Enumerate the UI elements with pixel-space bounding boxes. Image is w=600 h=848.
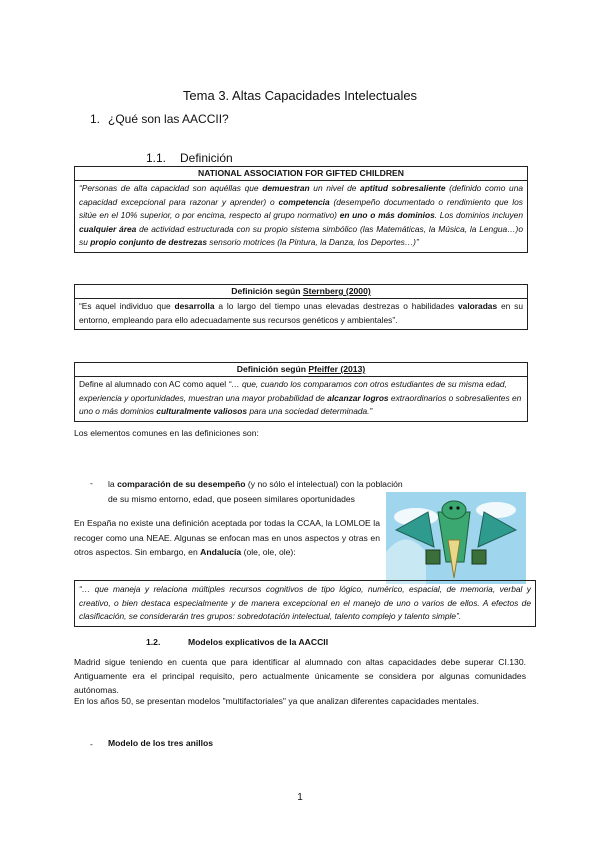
text: (ole, ole, ole): [241, 547, 296, 557]
bold-text: propio conjunto de destrezas [90, 237, 207, 248]
definition-box-pfeiffer [74, 362, 528, 422]
bold-text: cualquier área [79, 223, 137, 234]
dragon-image [386, 492, 526, 584]
spain-paragraph [74, 516, 380, 560]
section-title: ¿Qué son las AACCII? [108, 112, 229, 126]
box-heading: NATIONAL ASSOCIATION FOR GIFTED CHILDREN [75, 167, 527, 181]
citation-link[interactable]: Pfeiffer (2013) [308, 364, 366, 374]
box-body [75, 299, 527, 329]
page-number: 1 [297, 792, 303, 803]
box-body [75, 377, 527, 421]
heading-text: Definición según [236, 364, 309, 374]
bullet-dash: - [90, 478, 93, 488]
box-heading [75, 363, 527, 377]
years-paragraph: En los años 50, se presentan modelos "multifactoriales" ya que analizan diferentes capacidades mentales. [74, 696, 479, 706]
text: En España no existe una definición aceptada por todas la CCAA, la LOMLOE la recoger como una NEAE. Algunas se enfocan mas en unos aspectos y otras en otros aspectos. Sin embargo, en [74, 518, 380, 557]
subsection-number: 1.2. [146, 637, 161, 647]
common-elements-intro: Los elementos comunes en las definiciones son: [74, 428, 259, 438]
italic-text: para una sociedad determinada.” [247, 406, 373, 417]
section-number: 1. [90, 112, 101, 126]
bold-text: competencia [278, 196, 330, 207]
text: en su entorno, empleando para ello adecuadamente sus recursos genéticos y ambientales”. [79, 301, 523, 325]
box-body [75, 181, 527, 252]
text: (desempeño documentado o rendimiento que los sitúe en el 10% superior, o por encima, respecto al grupo normativo) [79, 196, 523, 221]
bold-text: Andalucía [200, 547, 242, 557]
bold-italic-text: alcanzar logros [327, 392, 389, 403]
definition-box-nagc [74, 166, 528, 253]
italic-text: “… que, cuando los comparamos con otros estudiantes de su misma edad, experiencia y oportunidades, muestran una mayor probabilidad de [79, 379, 507, 403]
text: de actividad estructurada con su propio sistema simbólico (las Matemáticas, la Música, la Lengua…)o su [79, 223, 523, 248]
bold-text: comparación de su desempeño [117, 479, 246, 489]
bullet-item-comparison [108, 477, 408, 507]
text: . Los dominios incluyen [434, 210, 523, 221]
subsection-heading-1-2 [146, 637, 328, 647]
text: un nivel de [309, 183, 361, 193]
text: la [108, 479, 118, 489]
italic-text: extraordinarios o sobresalientes en uno o más dominios [79, 392, 522, 417]
subsection-title: Modelos explicativos de la AACCII [188, 637, 329, 647]
bold-text: desarrolla [174, 301, 215, 311]
bold-text: en uno o más dominios [339, 210, 435, 221]
dragon-illustration [386, 492, 526, 584]
bold-text: valoradas [458, 301, 498, 311]
madrid-paragraph: Madrid sigue teniendo en cuenta que para identificar al alumnado con altas capacidades debe superar CI.130. Antiguamente era el principal requisito, pero actualmente únicamente se considera por algunas comunidades autónomas. [74, 657, 526, 695]
text: sensorio motrices (la Pintura, la Danza, los Deportes…)” [206, 237, 419, 248]
heading-text: Definición según [231, 286, 303, 296]
text: “Es aquel individuo que [79, 301, 175, 311]
bullet-item-three-rings: Modelo de los tres anillos [108, 738, 214, 748]
subsection-title: Definición [180, 151, 233, 165]
document-title: Tema 3. Altas Capacidades Intelectuales [182, 88, 418, 103]
section-heading-1 [90, 112, 229, 126]
andalucia-quote-box: “… que maneja y relaciona múltiples recursos cognitivos de tipo lógico, numérico, espacial, de memoria, verbal y creativo, o bien destaca especialmente y de manera excepcional en el manejo de uno o varios de ellos. A efectos de clasificación, se considerarán tres grupos: sobredotación intelectual, talento complejo y talento simple”. [74, 580, 536, 627]
bold-text: aptitud sobresaliente [360, 183, 446, 193]
text: (y no sólo el intelectual) con la población de su mismo entorno, edad, que poseen similares oportunidades [108, 479, 403, 504]
text: a lo largo del tiempo unas elevadas destrezas o habilidades [214, 301, 459, 311]
subsection-heading-1-1 [146, 151, 233, 165]
text: Define al alumnado con AC como aquel [79, 379, 229, 389]
bullet-dash: - [90, 739, 93, 749]
text: “Personas de alta capacidad son aquéllas que [79, 183, 263, 193]
definition-box-sternberg [74, 284, 528, 330]
bold-italic-text: culturalmente valiosos [156, 406, 248, 417]
text: (definido como una capacidad excepcional para razonar y aprender) o [79, 183, 524, 207]
bold-text: demuestran [262, 183, 310, 193]
box-heading [75, 285, 527, 299]
citation-link[interactable]: Sternberg (2000) [302, 286, 371, 296]
subsection-number: 1.1. [146, 151, 167, 165]
